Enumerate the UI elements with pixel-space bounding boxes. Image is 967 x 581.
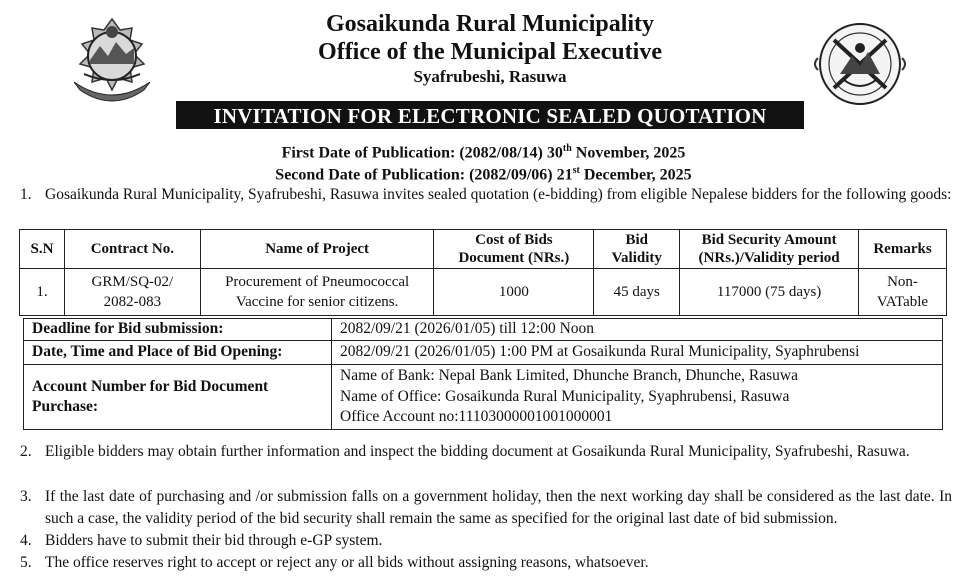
second-publication-date: Second Date of Publication: (2082/09/06) 21st December, 2025	[275, 165, 692, 184]
clause-5: 5. The office reserves right to accept or reject any or all bids without assigning reasons, whatsoever.	[20, 554, 649, 571]
clause-2: 2. Eligible bidders may obtain further information and inspect the bidding document at Gosaikunda Rural Municipality, Syafrubeshi, Rasuwa.	[20, 443, 910, 460]
col-contract-no: Contract No.	[64, 230, 200, 269]
org-name: Gosaikunda Rural Municipality	[325, 11, 655, 37]
col-security: Bid Security Amount (NRs.)/Validity period	[680, 230, 859, 269]
opening-value: 2082/09/21 (2026/01/05) 1:00 PM at Gosaikunda Rural Municipality, Syaphrubensi	[332, 341, 943, 365]
clause-1: 1. Gosaikunda Rural Municipality, Syafrubeshi, Rasuwa invites sealed quotation (e-bidding) from eligible Nepalese bidders for the following goods:	[20, 186, 952, 203]
table-row	[20, 269, 947, 316]
office-account-number: Office Account no:11103000001001000001	[340, 408, 613, 426]
cell-contract-no: GRM/SQ-02/ 2082-083	[64, 269, 200, 316]
deadline-value: 2082/09/21 (2026/01/05) till 12:00 Noon	[332, 319, 943, 341]
bid-info-table	[23, 318, 943, 430]
deadline-label: Deadline for Bid submission:	[24, 319, 332, 341]
cell-remarks: Non- VATable	[859, 269, 947, 316]
office-name-value: Name of Office: Gosaikunda Rural Municipality, Syaphrubensi, Rasuwa	[340, 387, 790, 405]
col-cost: Cost of Bids Document (NRs.)	[434, 230, 594, 269]
municipality-emblem-icon	[810, 18, 910, 110]
office-name: Office of the Municipal Executive	[318, 39, 662, 65]
clause-4: 4. Bidders have to submit their bid through e-GP system.	[20, 532, 383, 549]
clause-3: 3. If the last date of purchasing and /or submission falls on a government holiday, then the next working day shall be considered as the last date. In such a case, the validity period of the bid security shall remain the same as specified for the original last date of bid submission.	[20, 488, 952, 527]
office-location: Syafrubeshi, Rasuwa	[413, 67, 567, 86]
cell-sn: 1.	[20, 269, 65, 316]
nepal-government-emblem-icon	[64, 16, 160, 106]
cell-project: Procurement of Pneumococcal Vaccine for senior citizens.	[200, 269, 434, 316]
account-label: Account Number for Bid Document Purchase:	[24, 365, 332, 430]
col-sn: S.N	[20, 230, 65, 269]
cell-cost: 1000	[434, 269, 594, 316]
col-validity: Bid Validity	[594, 230, 680, 269]
first-publication-date: First Date of Publication: (2082/08/14) 30th November, 2025	[281, 143, 686, 162]
account-row	[24, 365, 943, 430]
opening-row	[24, 341, 943, 365]
notice-title-banner: INVITATION FOR ELECTRONIC SEALED QUOTATION	[176, 101, 804, 129]
col-remarks: Remarks	[859, 230, 947, 269]
goods-table	[19, 229, 947, 316]
opening-label: Date, Time and Place of Bid Opening:	[24, 341, 332, 365]
header-block	[200, 10, 780, 88]
deadline-row	[24, 319, 943, 341]
bank-name: Name of Bank: Nepal Bank Limited, Dhunche Branch, Dhunche, Rasuwa	[340, 367, 798, 385]
cell-validity: 45 days	[594, 269, 680, 316]
table-header-row	[20, 230, 947, 269]
col-project: Name of Project	[200, 230, 434, 269]
cell-security: 117000 (75 days)	[680, 269, 859, 316]
account-value	[332, 365, 943, 430]
